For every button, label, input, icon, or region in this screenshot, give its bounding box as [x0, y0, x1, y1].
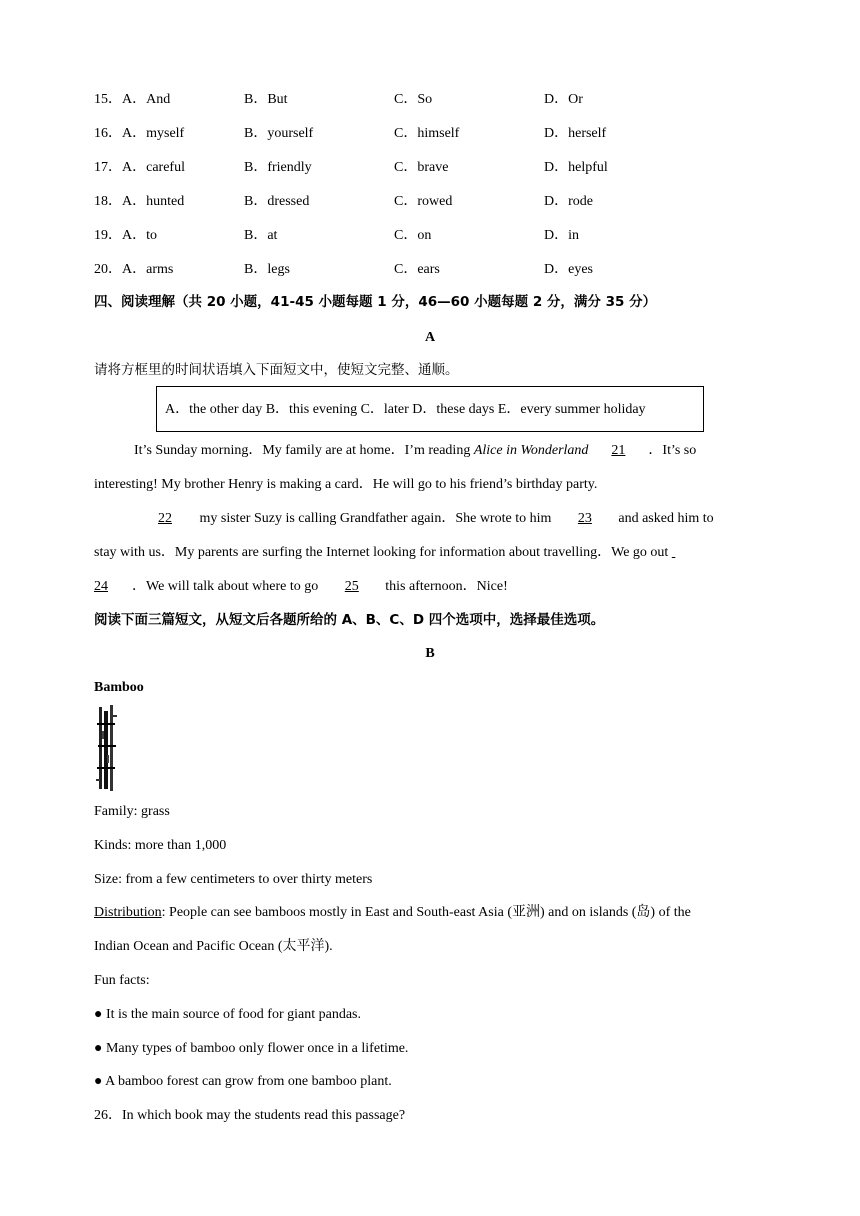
- blank-25: 25: [344, 579, 359, 594]
- word-box: [156, 386, 704, 432]
- blank-22: 22: [158, 511, 172, 526]
- question-number: 18．: [94, 194, 122, 209]
- option-d: D．eyes: [544, 262, 593, 277]
- part-a-instruction: 请将方框里的时间状语填入下面短文中，使短文完整、通顺。: [94, 362, 459, 378]
- passage-line: [94, 544, 696, 562]
- option-b: B．But: [244, 92, 288, 107]
- option-d: D．helpful: [544, 160, 608, 175]
- section-heading: 四、阅读理解（共 20 小题，41-45 小题每题 1 分，46—60 小题每题 2 分，满分 35 分）: [94, 294, 657, 310]
- option-c: C．on: [394, 228, 432, 243]
- fact-size: Size: from a few centimeters to over thirty meters: [94, 872, 373, 887]
- fun-fact-item: ● A bamboo forest can grow from one bamboo plant.: [94, 1074, 392, 1089]
- option-d: D．herself: [544, 126, 607, 141]
- part-a-label: A: [424, 330, 436, 345]
- passage-text: this afternoon．Nice!: [381, 579, 508, 594]
- option-row: [94, 159, 794, 177]
- book-title: Alice in Wonderland: [473, 443, 589, 458]
- distribution-text-cont: Indian Ocean and Pacific Ocean (太平洋).: [94, 939, 333, 954]
- option-b: B．at: [244, 228, 278, 243]
- blank-24: 24: [94, 579, 108, 594]
- option-d: D．rode: [544, 194, 593, 209]
- passage-title: Bamboo: [94, 680, 144, 695]
- option-row: [94, 193, 794, 211]
- question-26: 26．In which book may the students read this passage?: [94, 1108, 406, 1123]
- option-a: A．arms: [122, 262, 174, 277]
- option-d: D．Or: [544, 92, 583, 107]
- option-row: [94, 91, 794, 109]
- passage-text: ．It’s so: [648, 443, 697, 458]
- option-c: C．brave: [394, 160, 449, 175]
- word-box-text: A．the other day B．this evening C．later D．these days E．every summer holiday: [165, 402, 646, 417]
- distribution-text: : People can see bamboos mostly in East and South-east Asia (亚洲) and on islands (岛) of the: [161, 905, 691, 920]
- option-b: B．legs: [244, 262, 290, 277]
- option-d: D．in: [544, 228, 579, 243]
- part-b-instruction: 阅读下面三篇短文，从短文后各题所给的 A、B、C、D 四个选项中，选择最佳选项。: [94, 612, 605, 628]
- bamboo-image: [96, 705, 118, 791]
- passage-text: ．We will talk about where to go: [132, 579, 322, 594]
- option-a: A．hunted: [122, 194, 185, 209]
- option-a: A．myself: [122, 126, 185, 141]
- fun-fact-item: ● Many types of bamboo only flower once in a lifetime.: [94, 1041, 409, 1056]
- passage-text: and asked him to: [614, 511, 714, 526]
- option-b: B．dressed: [244, 194, 310, 209]
- option-a: A．to: [122, 228, 157, 243]
- passage-text: my sister Suzy is calling Grandfather again．She wrote to him: [196, 511, 555, 526]
- passage-line: [134, 442, 696, 460]
- option-row: [94, 261, 794, 279]
- passage-line: [94, 578, 508, 596]
- blank-21: 21: [611, 443, 626, 458]
- option-b: B．friendly: [244, 160, 312, 175]
- question-number: 15．: [94, 92, 122, 107]
- question-number: 16．: [94, 126, 122, 141]
- part-b-label: B: [425, 646, 435, 661]
- option-c: C．ears: [394, 262, 440, 277]
- fact-distribution: [94, 904, 691, 922]
- option-row: [94, 227, 794, 245]
- option-row: [94, 125, 794, 143]
- fact-kinds: Kinds: more than 1,000: [94, 838, 227, 853]
- distribution-label: Distribution: [94, 905, 162, 920]
- passage-line: [134, 510, 714, 528]
- passage-line: interesting! My brother Henry is making a card．He will go to his friend’s birthday party.: [94, 477, 598, 492]
- option-b: B．yourself: [244, 126, 314, 141]
- fun-fact-item: ● It is the main source of food for giant pandas.: [94, 1007, 361, 1022]
- blank-23: 23: [577, 511, 592, 526]
- option-c: C．rowed: [394, 194, 453, 209]
- question-number: 20．: [94, 262, 122, 277]
- option-c: C．himself: [394, 126, 460, 141]
- question-number: 19．: [94, 228, 122, 243]
- option-c: C．So: [394, 92, 433, 107]
- fun-facts-label: Fun facts:: [94, 973, 150, 988]
- question-number: 17．: [94, 160, 122, 175]
- option-a: A．And: [122, 92, 171, 107]
- passage-text: stay with us．My parents are surfing the Internet looking for information about travelling．We go out: [94, 545, 672, 560]
- fact-family: Family: grass: [94, 804, 170, 819]
- passage-text: It’s Sunday morning．My family are at home．I’m reading: [134, 443, 474, 458]
- option-a: A．careful: [122, 160, 185, 175]
